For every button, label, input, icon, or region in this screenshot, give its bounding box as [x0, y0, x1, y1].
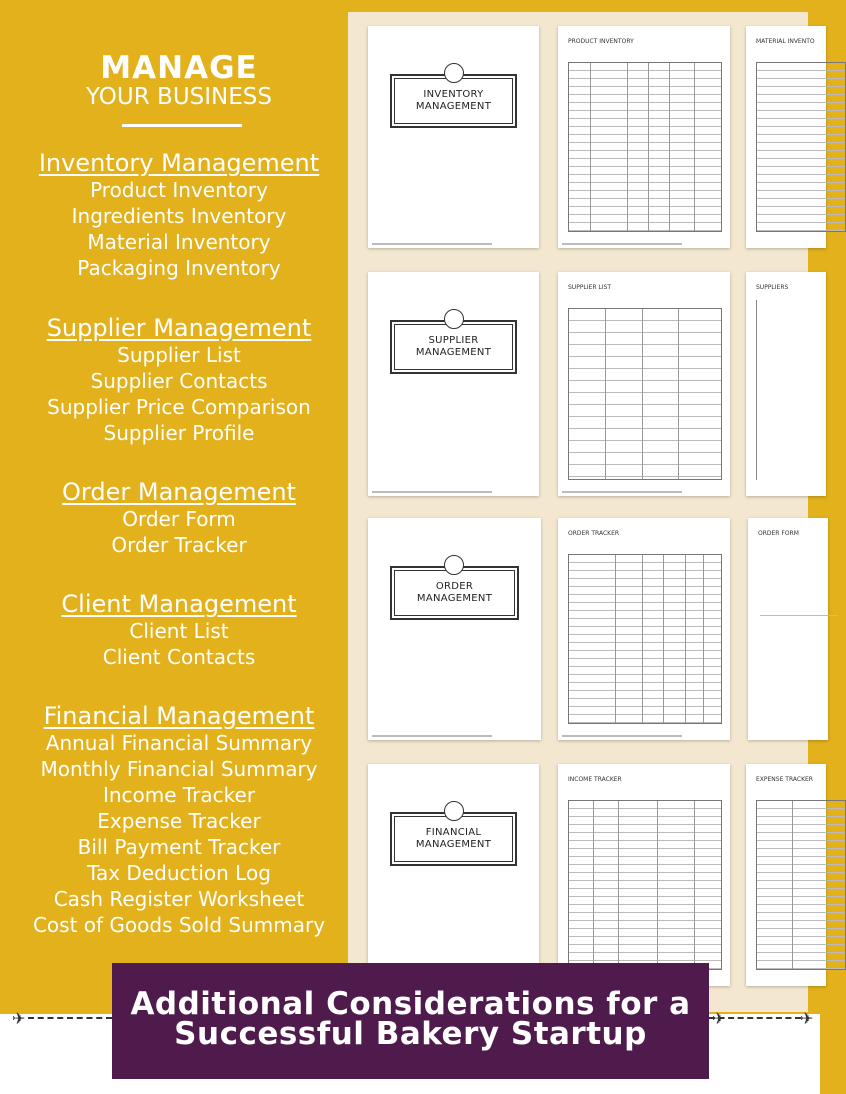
feature-list-panel [12, 12, 346, 1012]
banner-text: Additional Considerations for a Successful Bakery Startup [130, 986, 691, 1052]
list-item: Tax Deduction Log [87, 861, 271, 885]
page-footer [372, 491, 492, 493]
section-heading: Financial Management [43, 702, 315, 730]
worksheet-grid [568, 62, 722, 232]
list-item: Order Tracker [111, 533, 247, 557]
form-line [756, 300, 757, 480]
section-heading: Supplier Management [46, 314, 312, 342]
worksheet-grid [756, 62, 846, 232]
list-item: Supplier Price Comparison [47, 395, 311, 419]
worksheet-grid [568, 554, 722, 724]
worksheet-page [558, 26, 730, 248]
hero-title: MANAGE [100, 50, 258, 86]
worksheet-grid [568, 800, 722, 970]
hero-subtitle: YOUR BUSINESS [86, 84, 272, 110]
cover-page-order [368, 518, 541, 740]
worksheet-page [558, 764, 730, 986]
section-supplier [12, 314, 346, 446]
list-item: Order Form [122, 507, 236, 531]
page-footer [372, 243, 492, 245]
section-order [12, 478, 346, 558]
cover-title: FINANCIAL MANAGEMENT [415, 827, 492, 850]
airplane-icon: ✈ [12, 1009, 26, 1028]
worksheet-title: SUPPLIER LIST [568, 284, 612, 291]
worksheet-page [558, 272, 730, 496]
section-financial [12, 702, 346, 938]
section-client [12, 590, 346, 670]
list-item: Expense Tracker [97, 809, 261, 833]
worksheet-title: INCOME TRACKER [568, 776, 622, 783]
worksheet-grid [756, 800, 846, 970]
list-item: Income Tracker [102, 783, 256, 807]
worksheet-title: PRODUCT INVENTORY [568, 38, 634, 45]
list-item: Cash Register Worksheet [53, 887, 305, 911]
page-footer [562, 491, 682, 493]
worksheet-page [748, 518, 828, 740]
cover-page-supplier [368, 272, 539, 496]
divider [122, 124, 242, 127]
worksheet-title: SUPPLIERS [756, 284, 789, 291]
logo-badge-icon [444, 801, 464, 821]
list-item: Supplier List [117, 343, 241, 367]
list-item: Packaging Inventory [77, 256, 281, 280]
logo-badge-icon [444, 555, 464, 575]
logo-badge-icon [444, 63, 464, 83]
worksheet-page [558, 518, 730, 740]
list-item: Monthly Financial Summary [40, 757, 318, 781]
worksheet-title: EXPENSE TRACKER [756, 776, 813, 783]
list-item: Cost of Goods Sold Summary [32, 913, 326, 937]
worksheet-title: ORDER FORM [758, 530, 799, 537]
headline-banner [112, 963, 709, 1079]
cover-page-inventory [368, 26, 539, 248]
airplane-icon: ✈ [800, 1009, 814, 1028]
section-heading: Order Management [62, 478, 296, 506]
list-item: Bill Payment Tracker [77, 835, 281, 859]
airplane-icon: ✈ [712, 1009, 726, 1028]
cover-title: SUPPLIER MANAGEMENT [415, 335, 492, 358]
list-item: Ingredients Inventory [71, 204, 287, 228]
worksheet-title: MATERIAL INVENTO [756, 38, 815, 45]
page-footer [562, 735, 682, 737]
section-heading: Inventory Management [38, 149, 320, 177]
list-item: Annual Financial Summary [45, 731, 313, 755]
section-heading: Client Management [61, 590, 297, 618]
worksheet-title: ORDER TRACKER [568, 530, 620, 537]
list-item: Client List [129, 619, 229, 643]
worksheet-page [746, 764, 826, 986]
worksheet-grid [568, 308, 722, 480]
page-preview-panel [348, 12, 815, 1012]
page-footer [562, 243, 682, 245]
dashed-flight-path [28, 1017, 112, 1019]
list-item: Material Inventory [87, 230, 271, 254]
list-item: Client Contacts [102, 645, 256, 669]
list-item: Supplier Profile [103, 421, 255, 445]
logo-badge-icon [444, 309, 464, 329]
worksheet-page [746, 26, 826, 248]
worksheet-page [746, 272, 826, 496]
page-footer [372, 735, 492, 737]
cover-title: INVENTORY MANAGEMENT [415, 89, 492, 112]
cover-page-financial [368, 764, 539, 986]
cover-title: ORDER MANAGEMENT [416, 581, 493, 604]
list-item: Product Inventory [90, 178, 268, 202]
worksheet-grid [760, 608, 838, 620]
list-item: Supplier Contacts [90, 369, 268, 393]
section-inventory [12, 149, 346, 281]
